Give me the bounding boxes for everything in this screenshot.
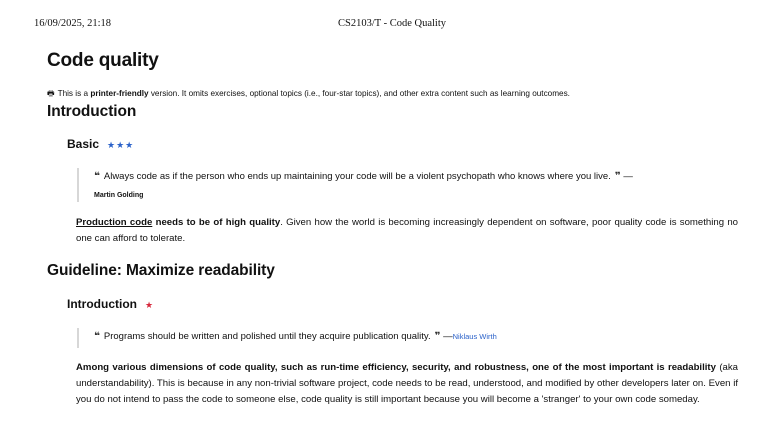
paragraph-bold: needs to be of high quality [152,217,281,228]
quote-author: Martin Golding [94,192,144,199]
section-heading-introduction: Introduction [47,103,137,120]
subsection-heading-basic [67,137,134,151]
close-quote-icon: ❞ [614,171,621,182]
page-title: Code quality [47,50,159,71]
paragraph-rest: . Given how the world is becoming increasingly dependent on software, poor quality code is something no one can afford to tolerate. [76,217,739,244]
three-star-icon: ★★★ [107,140,135,150]
readability-paragraph [76,360,738,408]
one-star-icon: ★ [144,300,155,310]
paragraph-rest: (aka understandability). This is because in any non-trivial software project, code needs to be read, understood, and modified by other developers later on. Even if you do not intend to pass the code to someone else, code quality is still important because you will become a 'stranger' to your own code someday. [76,362,738,405]
quote-dash: — [620,171,633,182]
quote-text: Programs should be written and polished until they acquire publication quality. [103,331,431,342]
close-quote-icon: ❞ [434,331,441,342]
print-title: CS2103/T - Code Quality [337,18,446,29]
section-heading-readability: Guideline: Maximize readability [47,262,275,279]
subsection-heading-label: Introduction [67,297,137,311]
print-datetime: 16/09/2025, 21:18 [34,18,112,29]
printer-note-suffix: version. It omits exercises, optional topics (i.e., four-star topics), and other extra content such as learning outcomes. [148,89,570,98]
printer-friendly-note [47,88,747,102]
quote-text: Always code as if the person who ends up maintaining your code will be a violent psychopath who knows where you live. [103,171,611,182]
subsection-heading-label: Basic [67,137,100,151]
paragraph-bold: Among various dimensions of code quality, such as run-time efficiency, security, and robustness, one of the most important is readability [76,362,716,373]
printer-icon: 🖶 [47,89,55,98]
quote-golding [77,168,749,202]
print-header [0,18,784,34]
quote-dash: — [440,331,453,342]
subsection-heading-introduction [67,297,154,311]
printer-note-prefix: This is a [57,89,91,98]
open-quote-icon: ❝ [94,171,100,182]
quote-wirth [77,328,749,348]
production-code-link[interactable]: Production code [76,217,153,228]
production-code-paragraph [76,215,738,247]
open-quote-icon: ❝ [94,331,100,342]
quote-author-link[interactable]: Niklaus Wirth [452,332,497,341]
printer-note-bold: printer-friendly [90,89,149,98]
